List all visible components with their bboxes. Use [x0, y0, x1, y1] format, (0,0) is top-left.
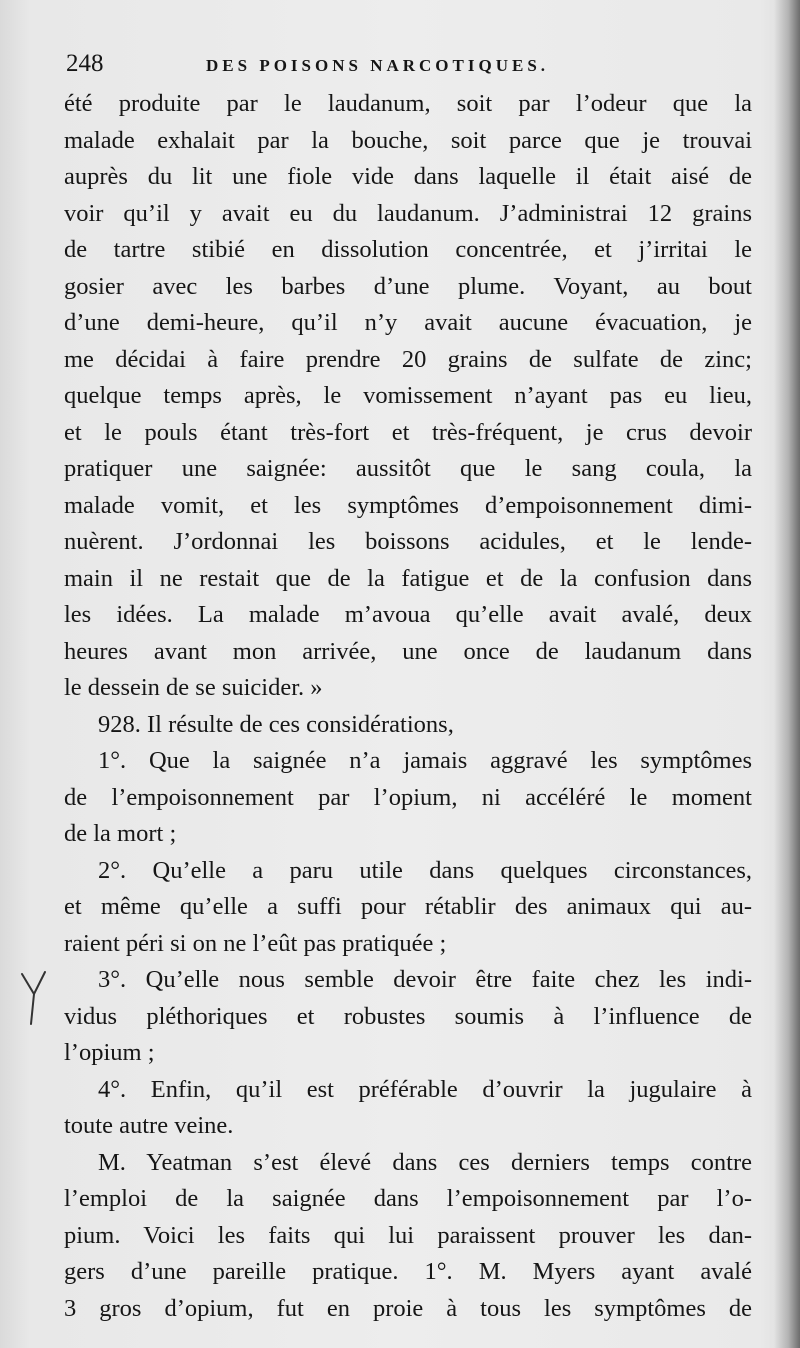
text-line: 928. Il résulte de ces considérations, [98, 710, 454, 738]
text-line: vidus pléthoriques et robustes soumis à l’influence de [64, 1002, 752, 1030]
text-line: 1°. Que la saignée n’a jamais aggravé les symptômes [98, 747, 752, 774]
text-line: malade exhalait par la bouche, soit parce que je trouvai [64, 126, 752, 154]
text-line: quelque temps après, le vomissement n’ayant pas eu lieu, [64, 382, 752, 409]
text-line: le dessein de se suicider. » [64, 674, 323, 701]
text-line: gers d’une pareille pratique. 1°. M. Myers ayant avalé [64, 1258, 752, 1285]
text-line: nuèrent. J’ordonnai les boissons acidules, et le lende- [64, 528, 752, 555]
text-line: malade vomit, et les symptômes d’empoisonnement dimi- [64, 491, 752, 519]
page-number: 248 [66, 50, 104, 77]
margin-mark-icon [18, 968, 48, 1028]
text-line: raient péri si on ne l’eût pas pratiquée ; [64, 929, 447, 957]
text-line: 3 gros d’opium, fut en proie à tous les symptômes de [64, 1294, 752, 1322]
text-line: et même qu’elle a suffi pour rétablir des animaux qui au- [64, 893, 752, 920]
page-header [66, 44, 752, 88]
text-line: voir qu’il y avait eu du laudanum. J’administrai 12 grains [64, 199, 752, 227]
text-line: M. Yeatman s’est élevé dans ces derniers temps contre [98, 1148, 752, 1176]
body-text [64, 86, 752, 1327]
text-line: de la mort ; [64, 820, 177, 847]
text-line: toute autre veine. [64, 1112, 234, 1139]
text-line: heures avant mon arrivée, une once de laudanum dans [64, 637, 752, 665]
text-line: et le pouls étant très-fort et très-fréquent, je crus devoir [64, 418, 752, 446]
text-line: l’opium ; [64, 1039, 155, 1066]
text-line: l’emploi de la saignée dans l’empoisonnement par l’o- [64, 1185, 752, 1212]
running-title: DES POISONS NARCOTIQUES. [206, 56, 550, 75]
text-line: été produite par le laudanum, soit par l’odeur que la [64, 90, 752, 117]
text-line: les idées. La malade m’avoua qu’elle avait avalé, deux [64, 601, 752, 628]
text-line: 2°. Qu’elle a paru utile dans quelques circonstances, [98, 856, 752, 884]
text-line: 4°. Enfin, qu’il est préférable d’ouvrir la jugulaire à [98, 1075, 752, 1103]
text-line: gosier avec les barbes d’une plume. Voyant, au bout [64, 272, 752, 300]
text-line: me décidai à faire prendre 20 grains de sulfate de zinc; [64, 345, 752, 373]
text-line: 3°. Qu’elle nous semble devoir être faite chez les indi- [98, 966, 752, 993]
text-line: main il ne restait que de la fatigue et de la confusion dans [64, 564, 752, 592]
text-line: d’une demi-heure, qu’il n’y avait aucune évacuation, je [64, 309, 752, 336]
text-line: auprès du lit une fiole vide dans laquelle il était aisé de [64, 163, 752, 190]
text-line: pium. Voici les faits qui lui paraissent prouver les dan- [64, 1221, 752, 1249]
page-spine-shadow [774, 0, 800, 1348]
text-line: de l’empoisonnement par l’opium, ni accéléré le moment [64, 783, 752, 811]
text-line: pratiquer une saignée: aussitôt que le sang coula, la [64, 455, 752, 482]
text-line: de tartre stibié en dissolution concentrée, et j’irritai le [64, 236, 752, 263]
